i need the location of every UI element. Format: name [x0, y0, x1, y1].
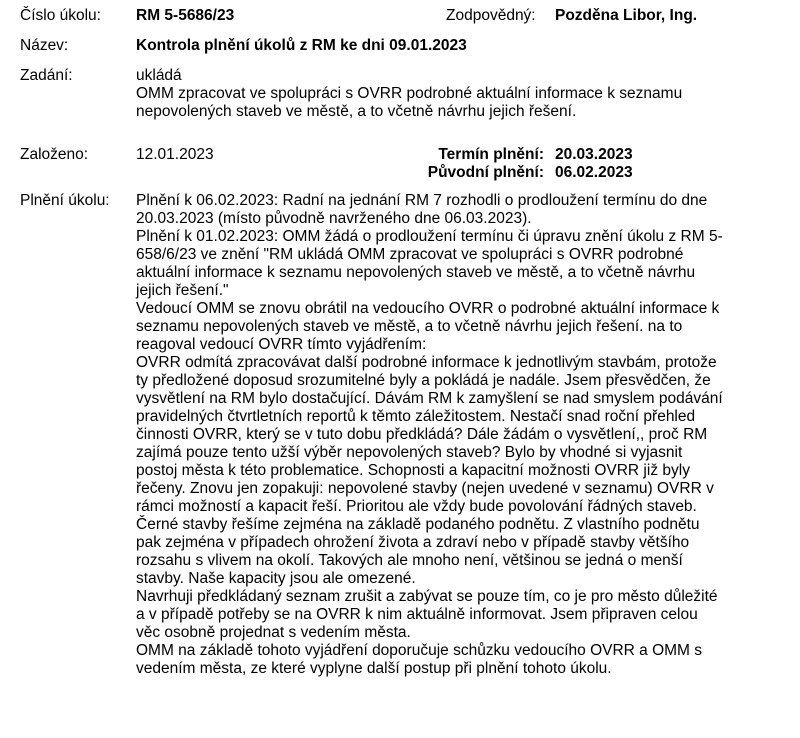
text-line: 20.03.2023 (místo původně navrženého dne 06.03.2023).: [136, 210, 532, 227]
assignment-text: [136, 67, 791, 121]
text-line: pravidelných čtvrtletních reportů k těmto záležitostem. Nestačí snad roční přehled: [136, 408, 696, 425]
text-line: Černé stavby řešíme zejména na základě podaného podnětu. Z vlastního podnětu: [136, 516, 700, 533]
responsible-value: Pozděna Libor, Ing.: [555, 7, 698, 24]
assignment-line: OMM zpracovat ve spolupráci s OVRR podrobné aktuální informace k seznamu: [136, 85, 683, 102]
text-line: řečeny. Znovu jen zopakuji: nepovolené stavby (nejen uvedené v seznamu) OVRR v: [136, 480, 714, 497]
text-line: Plnění k 01.02.2023: OMM žádá o prodloužení termínu či úpravu znění úkolu z RM 5-: [136, 228, 723, 245]
text-line: reagoval vedoucí OVRR tímto vyjádřením:: [136, 336, 427, 353]
text-line: postoj města k této problematice. Schopnosti a kapacitní možnosti OVRR již byly: [136, 462, 690, 479]
text-line: zajímá pouze tento užší výběr nepovolených staveb? Bylo by vhodné si vyjasnit: [136, 444, 683, 461]
text-line: stavby. Naše kapacity jsou ale omezené.: [136, 570, 416, 587]
text-line: vedením města, ze které vyplyne další postup při plnění tohoto úkolu.: [136, 660, 612, 677]
text-line: OMM na základě tohoto vyjádření doporučuje schůzku vedoucího OVRR a OMM s: [136, 642, 703, 659]
title-value: Kontrola plnění úkolů z RM ke dni 09.01.2023: [136, 37, 467, 54]
deadline-label: Termín plnění:: [438, 146, 544, 163]
created-label: Založeno:: [20, 146, 89, 163]
original-deadline-label: Původní plnění:: [427, 164, 544, 181]
assignment-line: nepovolených staveb ve městě, a to včetně návrhu jejich řešení.: [136, 103, 577, 120]
text-line: Navrhuji předkládaný seznam zrušit a zabývat se pouze tím, co je pro město důležité: [136, 588, 718, 605]
text-line: OVRR odmítá zpracovávat další podrobné informace k jednotlivým stavbám, protože: [136, 354, 717, 371]
text-line: činnosti OVRR, který se v tuto dobu předkládá? Dále žádám o vysvětlení,, proč RM: [136, 426, 708, 443]
fulfillment-label: Plnění úkolu:: [20, 192, 110, 209]
title-label: Název:: [20, 37, 69, 54]
text-line: vysvětlení na RM bylo dostačující. Dávám RM k zamyšlení se nad smyslem podávání: [136, 390, 723, 407]
text-line: věc osobně projednat s vedením města.: [136, 624, 411, 641]
deadline-value: 20.03.2023: [555, 146, 633, 163]
responsible-label: Zodpovědný:: [446, 7, 536, 24]
original-deadline-value: 06.02.2023: [555, 164, 633, 181]
text-line: rámci možností a kapacit řeší. Prioritou ale vždy bude povolování řádných staveb.: [136, 498, 697, 515]
text-line: 658/6/23 ve znění "RM ukládá OMM zpracovat ve spolupráci s OVRR podrobné: [136, 246, 684, 263]
assignment-line: ukládá: [136, 67, 182, 84]
text-line: Vedoucí OMM se znovu obrátil na vedoucího OVRR o podrobné aktuální informace k: [136, 300, 720, 317]
text-line: ty předložené doposud srozumitelné byly a pokládá je nadále. Jsem přesvědčen, že: [136, 372, 711, 389]
assignment-label: Zadání:: [20, 67, 73, 84]
created-value: 12.01.2023: [136, 146, 214, 163]
text-line: aktuální informace k seznamu nepovolených staveb ve městě, a to včetně návrhu: [136, 264, 696, 281]
task-number-value: RM 5-5686/23: [136, 7, 235, 24]
text-line: Plnění k 06.02.2023: Radní na jednání RM 7 rozhodli o prodloužení termínu do dne: [136, 192, 708, 209]
text-line: jejich řešení.": [136, 282, 229, 299]
text-line: a v případě potřeby se na OVRR k nim aktuálně informovat. Jsem připraven celou: [136, 606, 698, 623]
text-line: pak zejména v případech ohrožení života a zdraví nebo v případě stavby většího: [136, 534, 690, 551]
text-line: rozsahu s vlivem na okolí. Takových ale mnoho není, většinou se jedná o menší: [136, 552, 683, 569]
fulfillment-text: [136, 192, 791, 678]
task-number-label: Číslo úkolu:: [20, 7, 101, 24]
text-line: seznamu nepovolených staveb ve městě, a to včetně návrhu jejich řešení. na to: [136, 318, 683, 335]
